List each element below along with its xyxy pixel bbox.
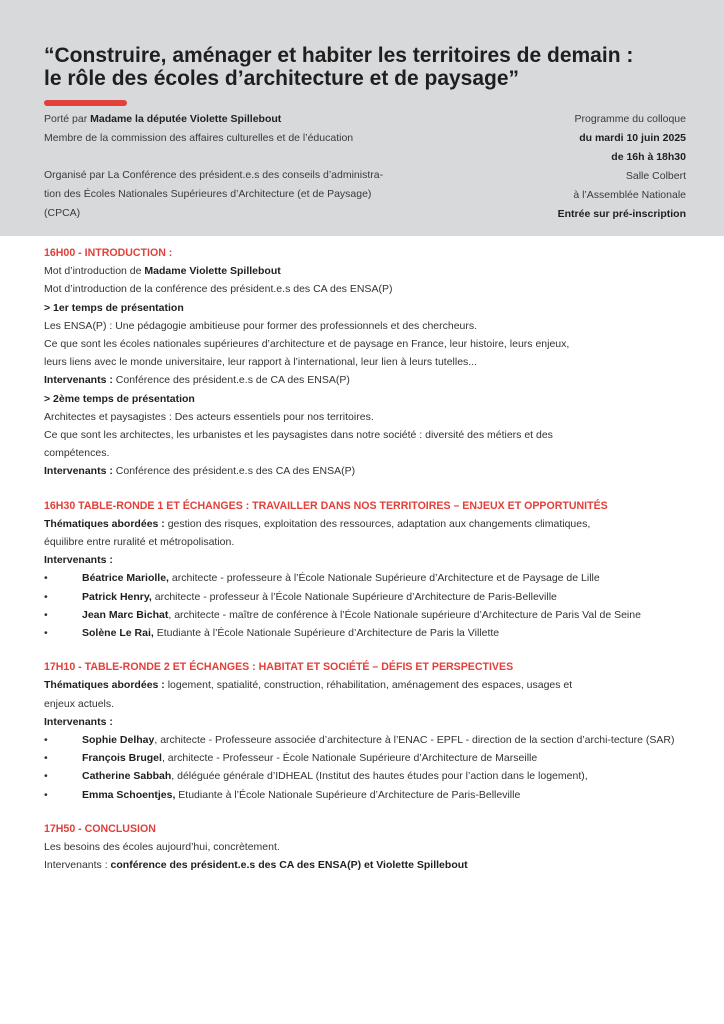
list-item: • François Brugel, architecte - Professeur - École Nationale Supérieure d’Architecture de Marseille <box>44 749 684 767</box>
bullet-icon: • <box>44 734 48 747</box>
round2-speaker-list <box>44 731 684 804</box>
round2-themes-line-1: Thématiques abordées : logement, spatialité, construction, réhabilitation, aménagement des espaces, usages et <box>44 679 573 692</box>
section-conclusion <box>44 820 684 875</box>
list-item: • Sophie Delhay, architecte - Professeure associée d’architecture à l’ENAC - EPFL - direction de la section d’archi-tecture (SAR) <box>44 731 684 749</box>
list-item: • Jean Marc Bichat, architecte - maître de conférence à l’École Nationale supérieure d’Architecture de Paris Val de Seine <box>44 606 684 624</box>
round1-themes-line-2: équilibre entre ruralité et métropolisation. <box>44 536 235 549</box>
carried-by: Porté par Madame la députée Violette Spillebout <box>44 113 282 125</box>
round1-speakers-label: Intervenants : <box>44 554 113 567</box>
section-introduction <box>44 244 684 481</box>
event-time: de 16h à 18h30 <box>611 151 686 163</box>
part2-line-1: Architectes et paysagistes : Des acteurs essentiels pour nos territoires. <box>44 410 374 423</box>
organized-line-3: (CPCA) <box>44 207 81 219</box>
bullet-icon: • <box>44 752 48 765</box>
conclusion-line-1: Les besoins des écoles aujourd’hui, concrètement. <box>44 841 280 854</box>
section-title: 16H00 - INTRODUCTION : <box>44 247 173 259</box>
organized-line-1: Organisé par La Conférence des président.e.s des conseils d’administra- <box>44 169 384 181</box>
section-title: 17H10 - TABLE-RONDE 2 ET ÉCHANGES : HABITAT ET SOCIÉTÉ – DÉFIS ET PERSPECTIVES <box>44 661 514 674</box>
list-item: • Catherine Sabbah, déléguée générale d’IDHEAL (Institut des hautes études pour l’action dans le logement), <box>44 767 684 785</box>
deputy-name: Madame la députée Violette Spillebout <box>90 113 282 125</box>
list-item: • Emma Schoentjes, Etudiante à l’École Nationale Supérieure d’Architecture de Paris-Belleville <box>44 786 684 804</box>
section-title: 17H50 - CONCLUSION <box>44 822 156 835</box>
bullet-icon: • <box>44 788 48 801</box>
bullet-icon: • <box>44 590 48 603</box>
part1-title: > 1er temps de présentation <box>44 301 184 314</box>
event-venue: à l’Assemblée Nationale <box>573 189 686 201</box>
section-round-table-2 <box>44 658 684 804</box>
intro-word-deputy: Mot d’introduction de Madame Violette Spillebout <box>44 265 281 278</box>
bullet-icon: • <box>44 770 48 783</box>
bullet-icon: • <box>44 572 48 585</box>
title-line-1: “Construire, aménager et habiter les territoires de demain : <box>44 44 634 67</box>
event-room: Salle Colbert <box>625 170 686 182</box>
part2-line-3: compétences. <box>44 447 110 460</box>
document-title <box>44 44 694 90</box>
section-title: 16H30 TABLE-RONDE 1 ET ÉCHANGES : TRAVAILLER DANS NOS TERRITOIRES – ENJEUX ET OPPORTUNITÉS <box>44 499 608 512</box>
conclusion-speakers: Intervenants : conférence des président.e.s des CA des ENSA(P) et Violette Spillebout <box>44 859 468 872</box>
part1-line-3: leurs liens avec le monde universitaire, leur rapport à l’international, leur lien à leurs tutelles... <box>44 356 478 369</box>
header-band <box>0 0 724 236</box>
round1-themes-line-1: Thématiques abordées : gestion des risques, exploitation des ressources, adaptation aux changements climatiques, <box>44 517 591 530</box>
organized-line-2: tion des Écoles Nationales Supérieures d’Architecture (et de Paysage) <box>44 188 372 200</box>
part2-speakers: Intervenants : Conférence des président.e.s des CA des ENSA(P) <box>44 465 356 478</box>
program-label: Programme du colloque <box>574 113 686 125</box>
event-date: du mardi 10 juin 2025 <box>579 132 686 144</box>
header-right-info <box>426 110 686 224</box>
bullet-icon: • <box>44 627 48 640</box>
list-item: • Béatrice Mariolle, architecte - professeure à l’École Nationale Supérieure d’Architecture et de Paysage de Lille <box>44 569 684 587</box>
part2-title: > 2ème temps de présentation <box>44 392 195 405</box>
part1-line-2: Ce que sont les écoles nationales supérieures d’architecture et de paysage en France, leur histoire, leurs enjeux, <box>44 338 570 351</box>
accent-bar <box>44 100 127 106</box>
list-item: • Patrick Henry, architecte - professeur à l’École Nationale Supérieure d’Architecture de Paris-Belleville <box>44 588 684 606</box>
round2-themes-line-2: enjeux actuels. <box>44 697 115 710</box>
part2-line-2: Ce que sont les architectes, les urbanistes et les paysagistes dans notre société : diversité des métiers et des <box>44 429 553 442</box>
part1-line-1: Les ENSA(P) : Une pédagogie ambitieuse pour former des professionnels et des chercheurs. <box>44 319 478 332</box>
round1-speaker-list <box>44 569 684 642</box>
bullet-icon: • <box>44 608 48 621</box>
part1-speakers: Intervenants : Conférence des président.e.s de CA des ENSA(P) <box>44 374 350 387</box>
registration-note: Entrée sur pré-inscription <box>557 208 686 220</box>
title-line-2: le rôle des écoles d’architecture et de paysage” <box>44 67 520 90</box>
round2-speakers-label: Intervenants : <box>44 715 113 728</box>
intro-word-conference: Mot d’introduction de la conférence des président.e.s des CA des ENSA(P) <box>44 283 393 296</box>
program-content <box>44 244 684 891</box>
member-of: Membre de la commission des affaires culturelles et de l’éducation <box>44 132 354 144</box>
list-item: • Solène Le Rai, Etudiante à l’École Nationale Supérieure d’Architecture de Paris la Villette <box>44 624 684 642</box>
section-round-table-1 <box>44 497 684 643</box>
header-left-info <box>44 110 464 223</box>
